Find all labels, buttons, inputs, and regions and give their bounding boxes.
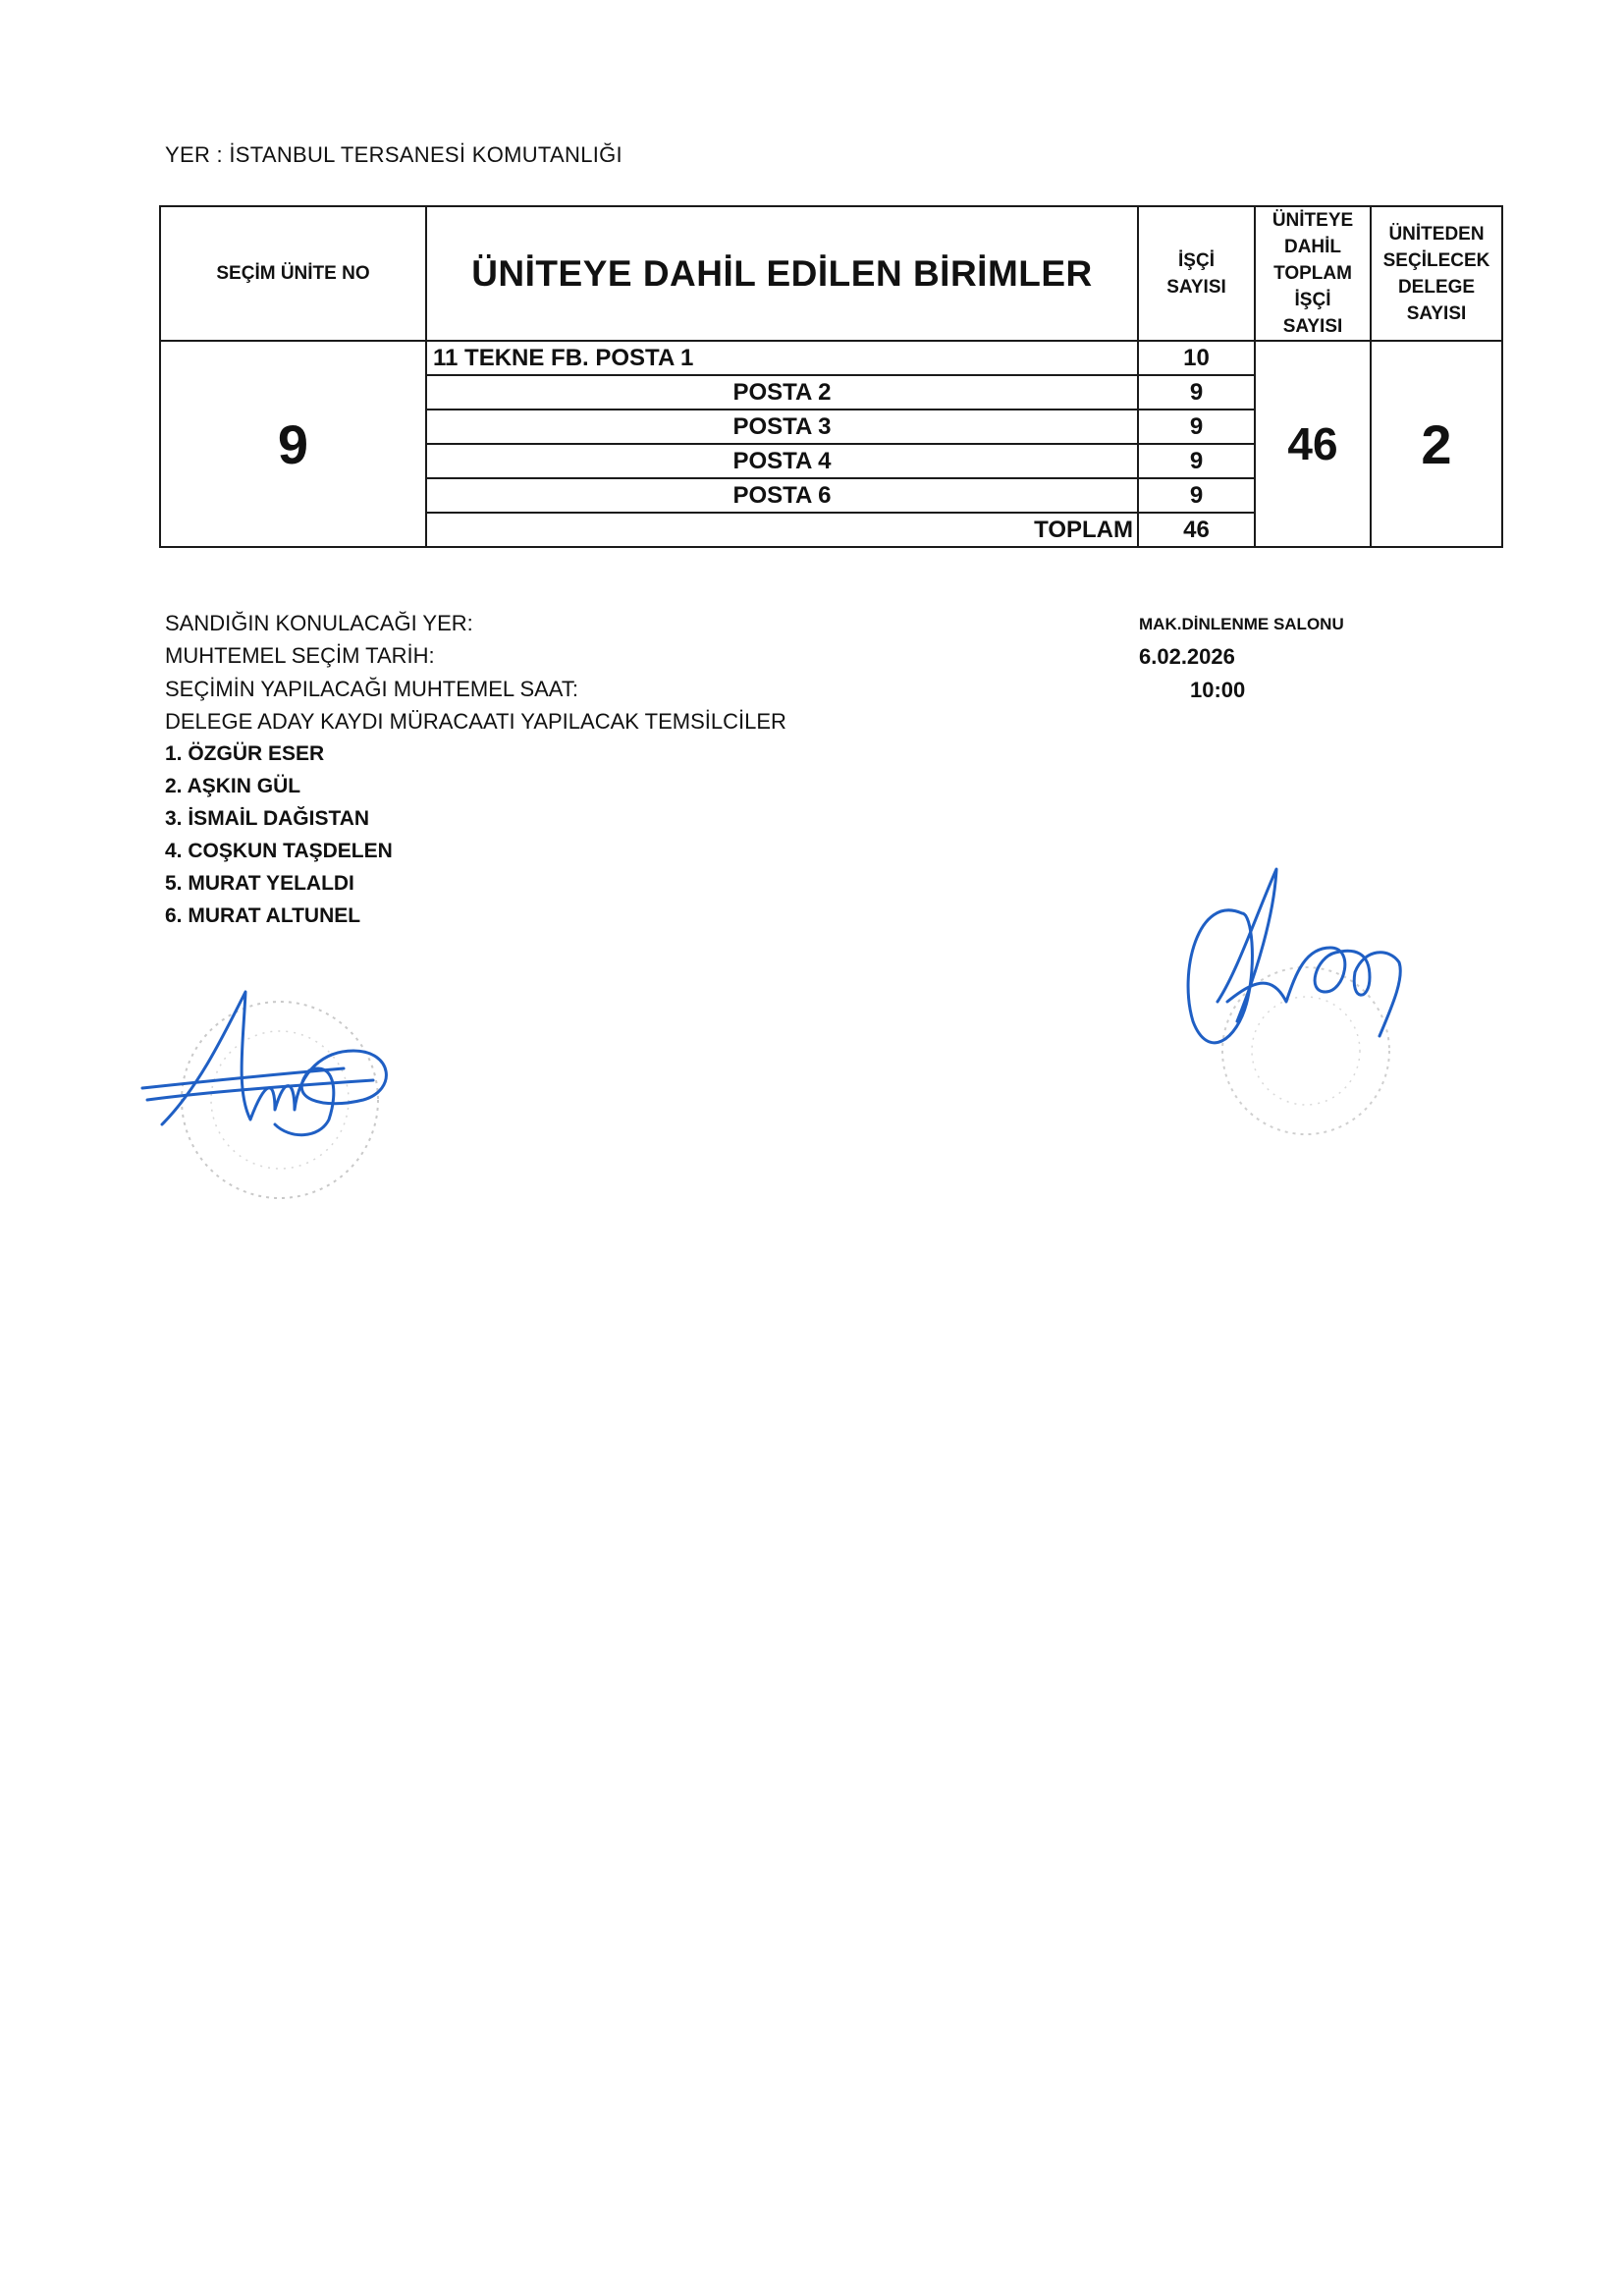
- unit-count: 10: [1138, 341, 1255, 375]
- representative-item: 3. İSMAİL DAĞISTAN: [165, 807, 370, 830]
- representative-item: 2. AŞKIN GÜL: [165, 775, 301, 797]
- location-heading: YER : İSTANBUL TERSANESİ KOMUTANLIĞI: [165, 142, 622, 167]
- signature-stroke: [1188, 910, 1252, 1043]
- header-unit-no: SEÇİM ÜNİTE NO: [160, 206, 426, 341]
- header-worker-count-line: İŞÇİ: [1178, 249, 1215, 271]
- unit-count: 9: [1138, 375, 1255, 410]
- unit-count: 9: [1138, 444, 1255, 478]
- header-delegates-line: ÜNİTEDEN: [1388, 223, 1485, 245]
- left-signature-stamp: [128, 972, 422, 1218]
- header-total-workers-line: DAHİL: [1283, 237, 1342, 257]
- unit-name: POSTA 3: [426, 410, 1138, 444]
- header-total-workers-line: SAYISI: [1282, 316, 1343, 337]
- representatives-label: DELEGE ADAY KAYDI MÜRACAATI YAPILACAK TEMSİLCİLER: [165, 709, 786, 734]
- header-delegates: [1371, 206, 1502, 341]
- representative-item: 5. MURAT YELALDI: [165, 872, 354, 895]
- date-label: MUHTEMEL SEÇİM TARİH:: [165, 643, 435, 668]
- header-total-workers: [1255, 206, 1371, 341]
- unit-count: 9: [1138, 410, 1255, 444]
- unit-name: 11 TEKNE FB. POSTA 1: [426, 341, 1138, 375]
- header-units: ÜNİTEYE DAHİL EDİLEN BİRİMLER: [426, 206, 1138, 341]
- right-signature-stamp: [1159, 854, 1453, 1149]
- unit-name: POSTA 2: [426, 375, 1138, 410]
- header-worker-count: [1138, 206, 1255, 341]
- unit-name: POSTA 6: [426, 478, 1138, 513]
- representative-item: 6. MURAT ALTUNEL: [165, 904, 361, 927]
- total-label: TOPLAM: [426, 513, 1138, 547]
- header-worker-count-line: SAYISI: [1166, 276, 1226, 298]
- election-unit-table: [159, 205, 1503, 548]
- unit-count: 9: [1138, 478, 1255, 513]
- header-delegates-line: SAYISI: [1406, 302, 1467, 324]
- header-delegates-line: DELEGE: [1397, 276, 1476, 298]
- ballot-place-label: SANDIĞIN KONULACAĞI YER:: [165, 611, 473, 635]
- total-value: 46: [1138, 513, 1255, 547]
- table-row: [160, 341, 1502, 375]
- stamp-ring-inner: [1252, 997, 1360, 1105]
- stamp-ring-inner: [211, 1031, 349, 1169]
- signature-stroke: [142, 1068, 373, 1100]
- signature-stroke: [162, 992, 386, 1135]
- unit-number: 9: [160, 341, 426, 547]
- time-label: SEÇİMİN YAPILACAĞI MUHTEMEL SAAT:: [165, 677, 578, 701]
- table-header-row: [160, 206, 1502, 341]
- header-total-workers-line: İŞÇİ: [1294, 290, 1331, 310]
- representative-item: 1. ÖZGÜR ESER: [165, 742, 325, 765]
- unit-name: POSTA 4: [426, 444, 1138, 478]
- date-value: 6.02.2026: [1139, 644, 1235, 669]
- time-value: 10:00: [1190, 678, 1246, 702]
- representative-item: 4. COŞKUN TAŞDELEN: [165, 840, 393, 862]
- ballot-place-value: MAK.DİNLENME SALONU: [1139, 615, 1344, 633]
- total-workers: 46: [1255, 341, 1371, 547]
- header-total-workers-line: TOPLAM: [1273, 263, 1352, 284]
- header-total-workers-line: ÜNİTEYE: [1271, 210, 1354, 231]
- header-delegates-line: SEÇİLECEK: [1382, 249, 1490, 271]
- delegate-count: 2: [1371, 341, 1502, 547]
